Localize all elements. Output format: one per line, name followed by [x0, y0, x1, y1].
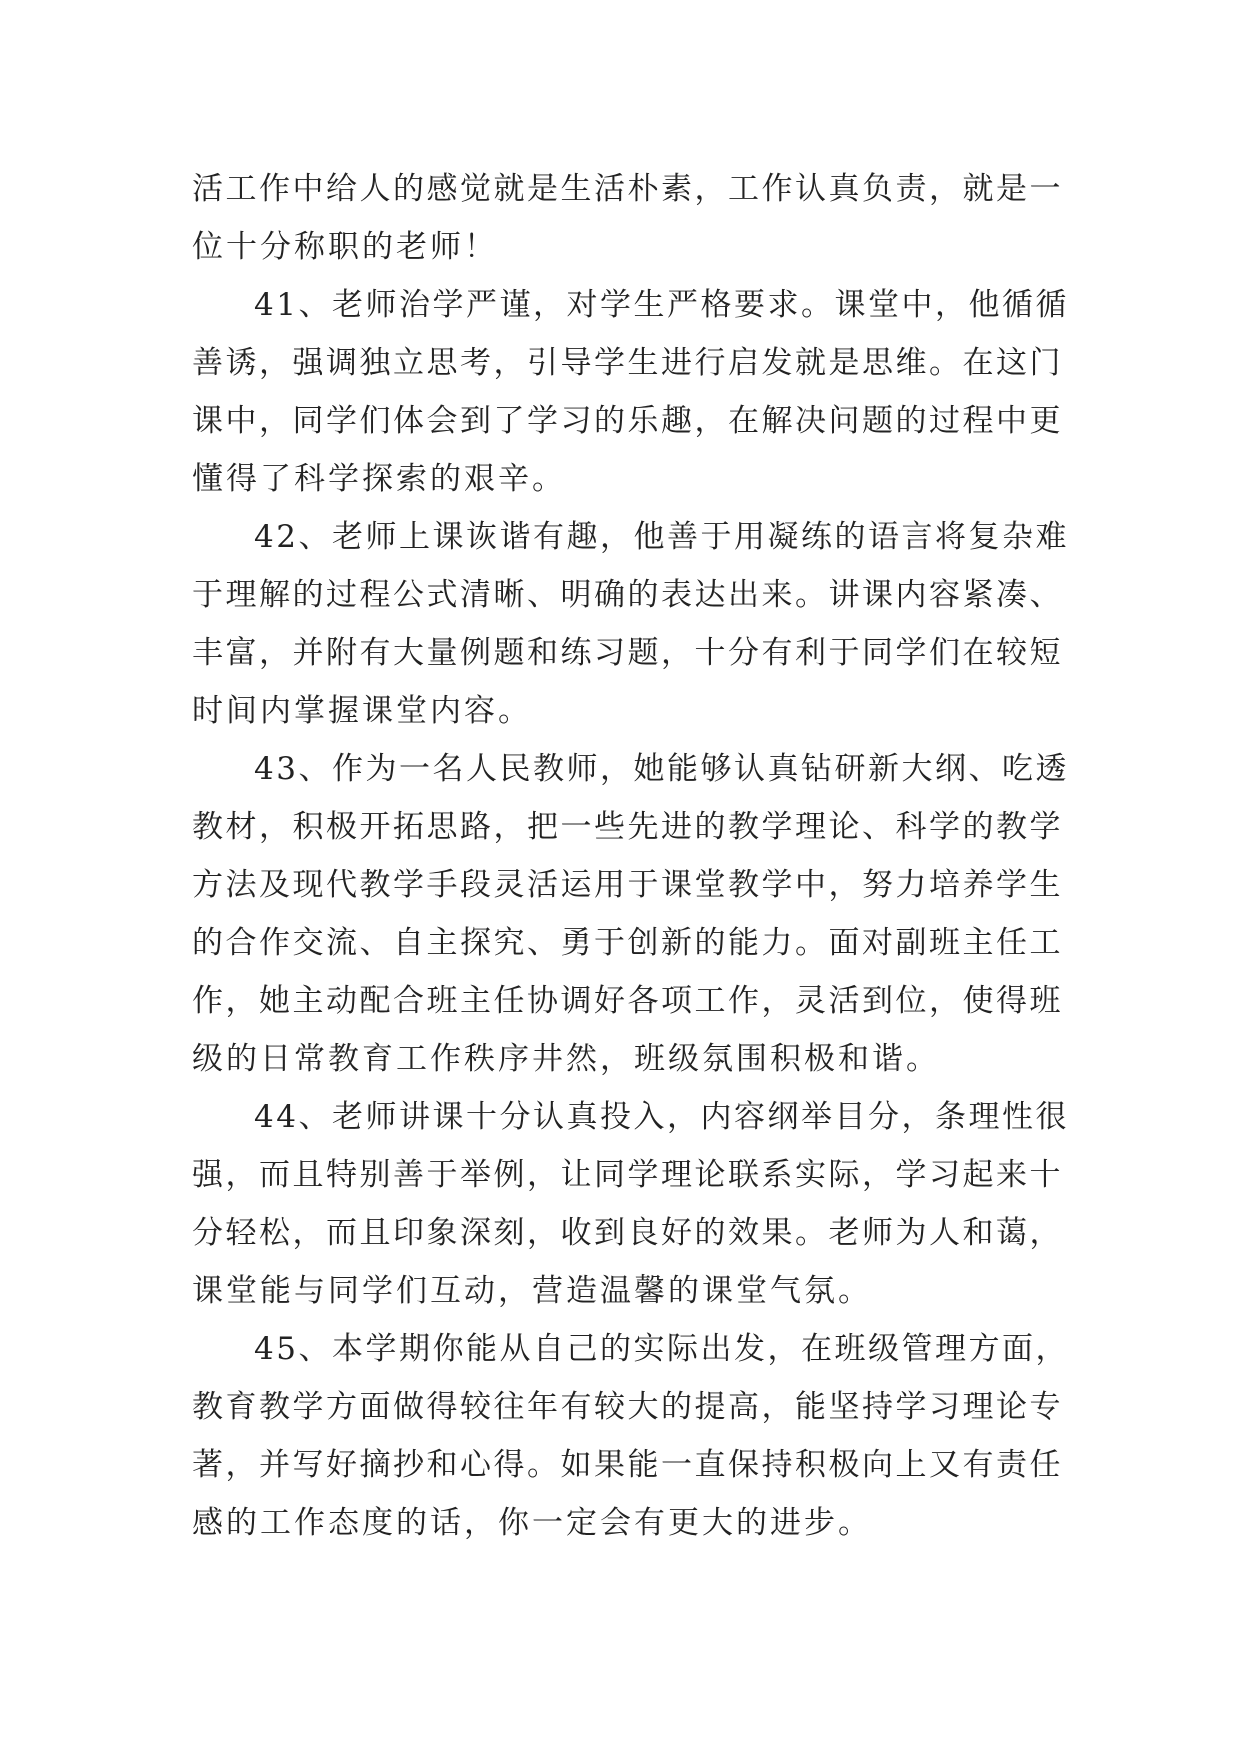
text-line: 级的日常教育工作秩序井然，班级氛围积极和谐。: [192, 1041, 940, 1077]
text-line: 教育教学方面做得较往年有较大的提高，能坚持学习理论专: [192, 1389, 1063, 1425]
text-line: 善诱，强调独立思考，引导学生进行启发就是思维。在这门: [192, 345, 1063, 381]
text-line: 时间内掌握课堂内容。: [192, 693, 532, 729]
text-line: 作，她主动配合班主任协调好各项工作，灵活到位，使得班: [192, 983, 1063, 1019]
text-line: 的合作交流、自主探究、勇于创新的能力。面对副班主任工: [192, 925, 1063, 961]
text-line: 活工作中给人的感觉就是生活朴素，工作认真负责，就是一: [192, 171, 1063, 207]
paragraph-41-start: 41、老师治学严谨，对学生严格要求。课堂中，他循循: [254, 287, 1069, 323]
text-line: 于理解的过程公式清晰、明确的表达出来。讲课内容紧凑、: [192, 577, 1063, 613]
paragraph-43-start: 43、作为一名人民教师，她能够认真钻研新大纲、吃透: [254, 751, 1069, 787]
text-line: 丰富，并附有大量例题和练习题，十分有利于同学们在较短: [192, 635, 1063, 671]
text-line: 分轻松，而且印象深刻，收到良好的效果。老师为人和蔼，: [192, 1215, 1063, 1251]
text-line: 懂得了科学探索的艰辛。: [192, 461, 566, 497]
text-line: 强，而且特别善于举例，让同学理论联系实际，学习起来十: [192, 1157, 1063, 1193]
text-line: 著，并写好摘抄和心得。如果能一直保持积极向上又有责任: [192, 1447, 1063, 1483]
paragraph-44-start: 44、老师讲课十分认真投入，内容纲举目分，条理性很: [254, 1099, 1069, 1135]
text-line: 课堂能与同学们互动，营造温馨的课堂气氛。: [192, 1273, 872, 1309]
text-line: 课中，同学们体会到了学习的乐趣，在解决问题的过程中更: [192, 403, 1063, 439]
document-body: [192, 160, 1072, 1552]
paragraph-42-start: 42、老师上课诙谐有趣，他善于用凝练的语言将复杂难: [254, 519, 1069, 555]
paragraph-45-start: 45、本学期你能从自己的实际出发，在班级管理方面，: [254, 1331, 1069, 1367]
text-line: 感的工作态度的话，你一定会有更大的进步。: [192, 1505, 872, 1541]
text-line: 教材，积极开拓思路，把一些先进的教学理论、科学的教学: [192, 809, 1063, 845]
text-line: 位十分称职的老师！: [192, 229, 498, 265]
text-line: 方法及现代教学手段灵活运用于课堂教学中，努力培养学生: [192, 867, 1063, 903]
